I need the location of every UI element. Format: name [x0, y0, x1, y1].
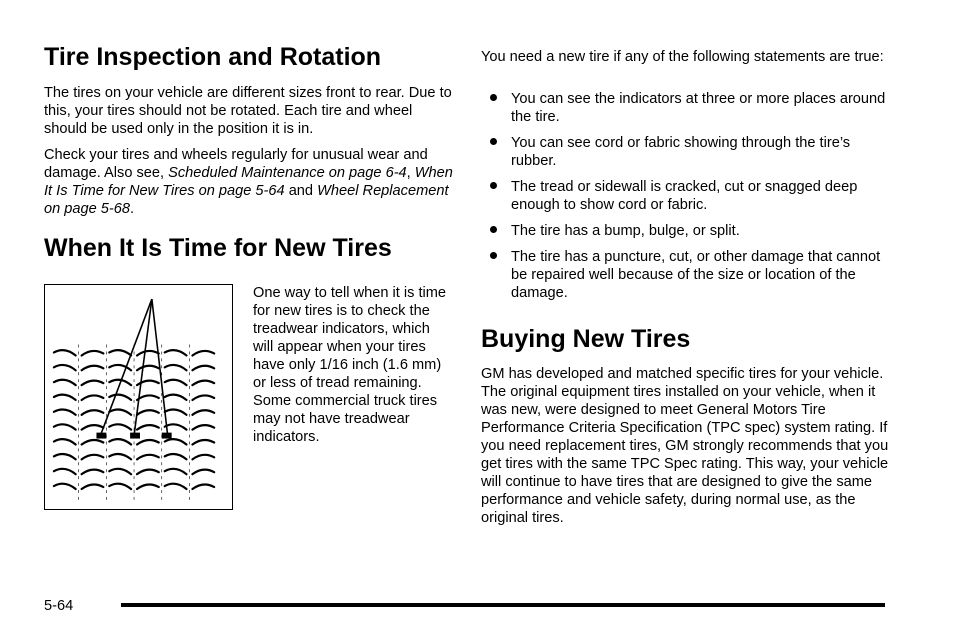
tread-block: [165, 409, 187, 414]
tread-block: [137, 351, 159, 356]
tread-block: [137, 455, 159, 460]
tread-block: [82, 470, 104, 475]
tread-block: [192, 455, 214, 460]
bullet-icon: [490, 252, 497, 259]
tread-block: [137, 440, 159, 445]
paragraph-new-tire-intro: You need a new tire if any of the following statements are true:: [481, 49, 884, 65]
tread-block: [109, 409, 131, 414]
link-wheel-replacement[interactable]: Wheel Replacement on page 5-68: [44, 183, 449, 217]
list-item: [481, 178, 891, 214]
tread-block: [192, 470, 214, 475]
tread-block: [82, 484, 104, 489]
section-title-tire-inspection: Tire Inspection and Rotation: [44, 43, 382, 71]
tread-block: [54, 380, 76, 385]
list-item-text: You can see cord or fabric showing through the tire’s rubber.: [511, 135, 851, 169]
tread-block: [137, 425, 159, 430]
bullet-icon: [490, 182, 497, 189]
paragraph-rotation: The tires on your vehicle are different sizes front to rear. Due to this, your tires should not be rotated. Each tire and wheel should be used only in the position it is in.: [44, 85, 452, 137]
bullet-icon: [490, 94, 497, 101]
tread-block: [54, 439, 76, 444]
tread-block: [137, 484, 159, 489]
tread-block: [54, 350, 76, 355]
list-item: [481, 248, 891, 302]
treadwear-indicator-illustration: [44, 284, 233, 510]
tread-block: [165, 395, 187, 400]
footer-rule: [121, 603, 885, 607]
tread-block: [192, 351, 214, 356]
tread-block: [137, 395, 159, 400]
tread-drawing: [45, 285, 232, 509]
section-title-new-tires: When It Is Time for New Tires: [44, 234, 392, 262]
paragraph-check-tires: [44, 146, 454, 218]
tread-block: [82, 381, 104, 386]
tread-block: [109, 350, 131, 355]
tread-block: [54, 424, 76, 429]
tread-block: [54, 469, 76, 474]
tread-block: [82, 351, 104, 356]
tread-block: [192, 484, 214, 489]
section-title-buying-new-tires: Buying New Tires: [481, 325, 691, 353]
tread-block: [192, 425, 214, 430]
tread-block: [54, 365, 76, 370]
tread-block: [165, 484, 187, 489]
tread-block: [165, 439, 187, 444]
tread-block: [82, 455, 104, 460]
tread-block: [82, 425, 104, 430]
tread-block: [109, 395, 131, 400]
tread-block: [109, 454, 131, 459]
list-item-text: The tread or sidewall is cracked, cut or snagged deep enough to show cord or fabric.: [511, 179, 858, 213]
bullet-icon: [490, 226, 497, 233]
tread-block: [192, 410, 214, 415]
list-item-text: The tire has a puncture, cut, or other damage that cannot be repaired well because of the size or location of the damage.: [511, 249, 881, 301]
tread-block: [54, 395, 76, 400]
text-segment: and: [284, 183, 318, 199]
list-item-text: The tire has a bump, bulge, or split.: [511, 223, 740, 239]
tread-block: [192, 381, 214, 386]
tread-block: [82, 366, 104, 371]
text-segment: ,: [406, 165, 415, 181]
tread-block: [54, 484, 76, 489]
indicator-pointer-line: [134, 299, 152, 436]
tread-block: [165, 350, 187, 355]
text-segment: .: [130, 201, 135, 217]
new-tire-conditions-list: [481, 90, 891, 310]
tread-block: [109, 439, 131, 444]
list-item-text: You can see the indicators at three or more places around the tire.: [511, 91, 886, 125]
tread-block: [54, 409, 76, 414]
tread-block: [109, 469, 131, 474]
tread-block: [82, 440, 104, 445]
tread-block: [82, 410, 104, 415]
tread-block: [192, 366, 214, 371]
text-segment: Check your tires and wheels regularly for unusual wear and damage. Also see,: [44, 147, 428, 181]
tread-block: [109, 365, 131, 370]
link-new-tires[interactable]: When It Is Time for New Tires on page 5-64: [44, 165, 453, 199]
tread-block: [165, 380, 187, 385]
list-item: [481, 222, 891, 240]
tread-block: [192, 440, 214, 445]
tread-block: [109, 484, 131, 489]
tread-block: [82, 395, 104, 400]
list-item: [481, 90, 891, 126]
page-number: 5-64: [44, 598, 74, 614]
link-scheduled-maintenance[interactable]: Scheduled Maintenance on page 6-4: [168, 165, 407, 181]
tread-block: [192, 395, 214, 400]
paragraph-buying-new-tires: GM has developed and matched specific tires for your vehicle. The original equipment tires installed on your vehicle, when it was new, were designed to meet General Motors Tire Performance Criteria Specification (TPC spec) system rating. If you need replacement tires, GM strongly recommends that you get tires with the same TPC Spec rating. This way, your vehicle will continue to have tires that are designed to give the same performance and vehicle safety, during normal use, as the original tires.: [481, 366, 889, 526]
tread-block: [137, 470, 159, 475]
tread-block: [137, 410, 159, 415]
tread-block: [165, 454, 187, 459]
list-item: [481, 134, 891, 170]
tread-block: [165, 424, 187, 429]
tread-block: [137, 366, 159, 371]
paragraph-treadwear-indicators: One way to tell when it is time for new tires is to check the treadwear indicators, which will appear when your tires have only 1/16 inch (1.6 mm) or less of tread remaining. Some commercial truck tires may not have treadwear indicators.: [253, 285, 447, 445]
bullet-icon: [490, 138, 497, 145]
tread-block: [54, 454, 76, 459]
tread-block: [109, 424, 131, 429]
tread-block: [165, 365, 187, 370]
tread-block: [165, 469, 187, 474]
